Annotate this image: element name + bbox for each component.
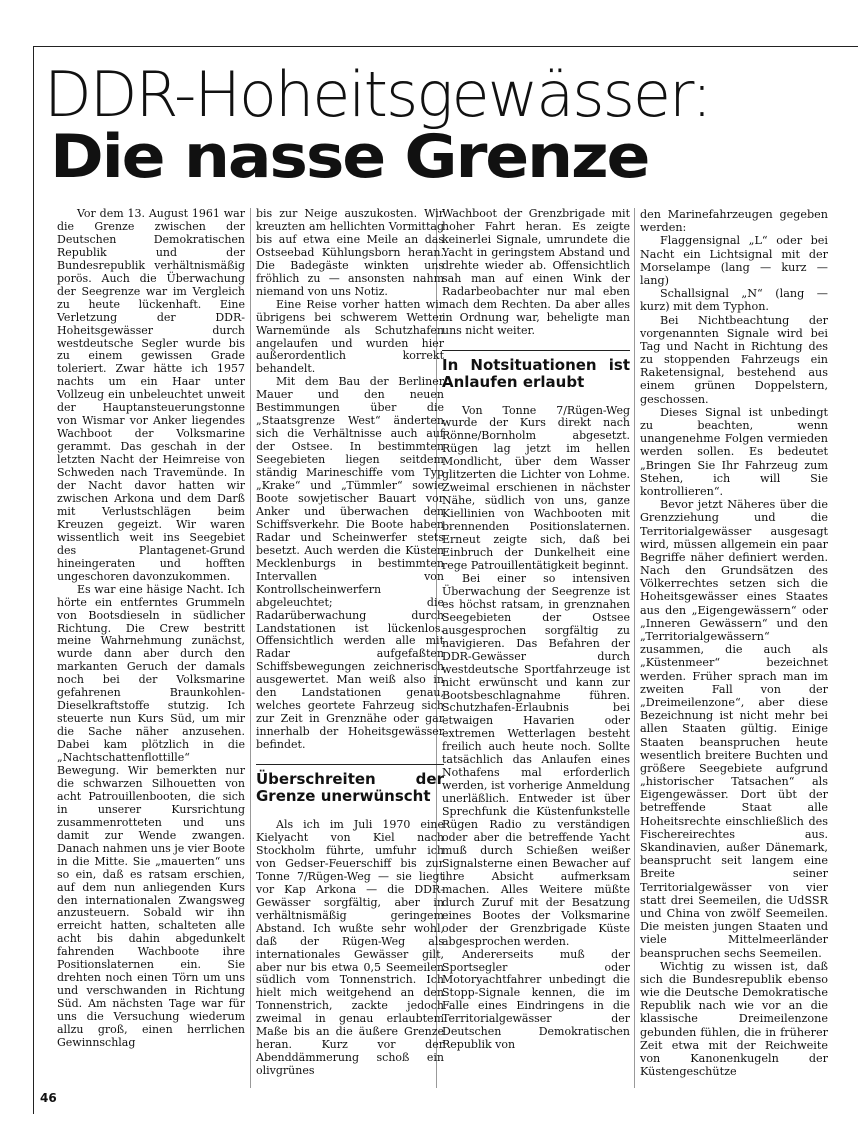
paragraph: Flaggensignal „L“ oder bei Nacht ein Lichtsignal mit der Morselampe (lang — kurz — lang) xyxy=(640,234,828,287)
paragraph: Vor dem 13. August 1961 war die Grenze zwischen der Deutschen Demokratischen Republik und der Bundesrepublik verhältnismäßig porös. Auch die Überwachung der Seegrenze war im Vergleich zu heute lückenhaft. Eine Verletzung der DDR-Hoheitsgewässer durch westdeutsche Segler wurde bis zu einem gewissen Grade toleriert. Zwar hätte ich 1957 nachts um ein Haar unter Vollzeug ein unbeleuchtet unweit der Hauptansteuerungstonne von Wismar vor Anker liegendes Wachboot der Volksmarine gerammt. Das geschah in der letzten Nacht der Heimreise von Schweden nach Travemünde. In der Nacht davor hatten wir zwischen Arkona und dem Darß mit Verlustschlägen beim Kreuzen gegeizt. Wir waren wissentlich weit ins Seegebiet des Plantagenet-Grund hineingeraten und hofften ungeschoren davonzukommen. xyxy=(57,207,245,583)
paragraph: Schallsignal „N“ (lang — kurz) mit dem Typhon. xyxy=(640,287,828,314)
article-column-4 xyxy=(640,208,828,1078)
paragraph: Wichtig zu wissen ist, daß sich die Bundesrepublik ebenso wie die Deutsche Demokratische Republik nach wie vor an die klassische Dreimeilenzone gebunden fühlen, die in früherer Zeit etwa mit der Reichweite von Kanonenkugeln der Küstengeschütze xyxy=(640,959,828,1079)
paragraph: den Marinefahrzeugen gegeben werden: xyxy=(640,208,828,235)
paragraph: Es war eine häsige Nacht. Ich hörte ein entferntes Grummeln von Bootsdieseln in südlicher Richtung. Die Crew bestritt meine Wahrnehmung zunächst, wurde dann aber durch den markanten Geruch der damals noch bei der Volksmarine gefahrenen Braunkohlen-Dieselkraftstoffe stutzig. Ich steuerte nun Kurs Süd, um mir die Sache näher anzusehen. Dabei kam plötzlich in die „Nachtschattenflottille“ Bewegung. Wir bemerkten nur die schwarzen Silhouetten von acht Patrouillenbooten, die sich in unserer Kursrichtung zusammenrotteten und uns damit zur Wende zwangen. Danach nahmen uns je vier Boote in die Mitte. Sie „mauerten“ uns so ein, daß es ratsam erschien, auf dem nun anliegenden Kurs den internationalen Zwangsweg anzusteuern. Sobald wir ihn erreicht hatten, schalteten alle acht bis dahin abgedunkelt fahrenden Wachboote ihre Positionslaternen ein. Sie drehten noch einen Törn um uns und verschwanden in Richtung Süd. Am nächsten Tage war für uns die Versuchung wiederum allzu groß, einen herrlichen Gewinnschlag xyxy=(57,582,245,1049)
paragraph: Andererseits muß der Sportsegler oder Motoryachtfahrer unbedingt die Stopp-Signale kennen, die im Falle eines Eindringens in die Territorialgewässer der Deutschen Demokratischen Republik von xyxy=(442,947,630,1052)
paragraph: Mit dem Bau der Berliner Mauer und den neuen Bestimmungen über die „Staatsgrenze West“ änderten sich die Verhältnisse auch auf der Ostsee. In bestimmten Seegebieten liegen seitdem ständig Marineschiffe vom Typ „Krake“ und „Tümmler“ sowie Boote sowjetischer Bauart vor Anker und überwachen den Schiffsverkehr. Die Boote haben Radar und Scheinwerfer stets besetzt. Auch werden die Küsten Mecklenburgs in bestimmten Intervallen von Kontrollscheinwerfern abgeleuchtet; die Radarüberwachung durch Landstationen ist lückenlos. Offensichtlich werden alle mit Radar aufgefaßten Schiffsbewegungen zeichnerisch ausgewertet. Man weiß also in den Landstationen genau, welches geortete Fahrzeug sich zur Zeit in Grenznähe oder gar innerhalb der Hoheitsgewässer befindet. xyxy=(256,375,444,752)
paragraph: Bevor jetzt Näheres über die Grenzziehung und die Territorialgewässer ausgesagt wird, müssen allgemein ein paar Begriffe näher definiert werden. Nach den Grundsätzen des Völkerrechtes setzen sich die Hoheitsgewässer eines Staates aus den „Eigengewässern“ oder „Inneren Gewässern“ und den „Territorialgewässern“ zusammen, die auch als „Küstenmeer“ bezeichnet werden. Früher sprach man im zweiten Fall von der „Dreimeilenzone“, aber diese Bezeichnung ist nicht mehr bei allen Staaten gültig. Einige Staaten beanspruchen heute wesentlich breitere Buchten und größere Seegebiete aufgrund „historischer Tatsachen“ als Eigengewässer. Dort übt der betreffende Staat alle Hoheitsrechte einschließlich des Fischereirechtes aus. Skandinavien, außer Dänemark, beansprucht seit langem eine Breite seiner Territorialgewässer von vier statt drei Seemeilen, die UdSSR und China von zwölf Seemeilen. Die meisten jungen Staaten und viele Mittelmeerländer beanspruchen sechs Seemeilen. xyxy=(640,498,828,960)
paragraph: Bei Nichtbeachtung der vorgenannten Signale wird bei Tag und Nacht in Richtung des zu stoppenden Fahrzeugs ein Raketensignal, bestehend aus einem grünen Doppelstern, geschossen. xyxy=(640,313,828,406)
headline-title: Die nasse Grenze xyxy=(50,122,649,192)
paragraph: Von Tonne 7/Rügen-Weg wurde der Kurs direkt nach Rönne/Bornholm abgesetzt. Rügen lag jetzt im hellen Mondlicht, über dem Wasser glitzerten die Lichter von Lohme. Zweimal erschienen in nächster Nähe, südlich von uns, ganze Kiellinien von Wachbooten mit brennenden Positionslaternen. Erneut zeigte sich, daß bei Einbruch der Dunkelheit eine rege Patrouillentätigkeit beginnt. xyxy=(442,403,630,572)
paragraph: bis zur Neige auszukosten. Wir kreuzten am hellichten Vormittag bis auf etwa eine Meile an das Ostseebad Kühlungsborn heran. Die Badegäste winkten uns fröhlich zu — ansonsten nahm niemand von uns Notiz. xyxy=(256,207,444,298)
paragraph: Wachboot der Grenzbrigade mit hoher Fahrt heran. Es zeigte keinerlei Signale, umrundete die Yacht in geringstem Abstand und drehte wieder ab. Offensichtlich sah man auf einen Wink der Radarbeobachter nur mal eben nach dem Rechten. Da aber alles in Ordnung war, beheligte man uns nicht weiter. xyxy=(442,207,630,337)
article-column-3 xyxy=(442,208,630,1052)
article-column-1 xyxy=(57,208,245,1078)
column-rule xyxy=(634,208,635,1088)
subheading: Überschreiten der Grenze unerwünscht xyxy=(256,764,444,805)
paragraph: Eine Reise vorher hatten wir übrigens bei schwerem Wetter Warnemünde als Schutzhafen angelaufen und wurden hier außerordentlich korrekt behandelt. xyxy=(256,297,444,376)
headline-kicker: DDR-Hoheitsgewässer: xyxy=(44,58,711,131)
page-number: 46 xyxy=(40,1091,57,1105)
paragraph: Bei einer so intensiven Überwachung der Seegrenze ist es höchst ratsam, in grenznahen Seegebieten der Ostsee ausgesprochen sorgfältig zu navigieren. Das Befahren der DDR-Gewässer durch westdeutsche Sportfahrzeuge ist nicht erwünscht und kann zur Bootsbeschlagnahme führen. Schutzhafen-Erlaubnis bei etwaigen Havarien oder extremen Wetterlagen besteht freilich auch heute noch. Sollte tatsächlich das Anlaufen eines Nothafens mal erforderlich werden, ist vorherige Anmeldung unerläßlich. Entweder ist über Sprechfunk die Küstenfunkstelle Rügen Radio zu verständigen oder aber die betreffende Yacht muß durch Schießen weißer Signalsterne einen Bewacher auf ihre Absicht aufmerksam machen. Alles Weitere müßte durch Zuruf mit der Besatzung eines Bootes der Volksmarine oder der Grenzbrigade Küste abgesprochen werden. xyxy=(442,571,630,948)
paragraph: Als ich im Juli 1970 eine Kielyacht von Kiel nach Stockholm führte, umfuhr ich von Gedser-Feuerschiff bis zur Tonne 7/Rügen-Weg — sie liegt vor Kap Arkona — die DDR-Gewässer sorgfältig, aber in verhältnismäßig geringem Abstand. Ich wußte sehr wohl, daß der Rügen-Weg als internationales Gewässer gilt, aber nur bis etwa 0,5 Seemeilen südlich vom Tonnenstrich. Ich hielt mich weitgehend an den Tonnenstrich, zackte jedoch zweimal in genau erlaubtem Maße bis an die äußere Grenze heran. Kurz vor der Abenddämmerung schoß ein olivgrünes xyxy=(256,818,444,1078)
paragraph: Dieses Signal ist unbedingt zu beachten, wenn unangenehme Folgen vermieden werden sollen. Es bedeutet „Bringen Sie Ihr Fahrzeug zum Stehen, ich will Sie kontrollieren“. xyxy=(640,405,828,498)
subheading: In Notsituationen ist Anlaufen erlaubt xyxy=(442,350,630,391)
article-column-2 xyxy=(256,208,444,1078)
column-rule xyxy=(250,208,251,1088)
